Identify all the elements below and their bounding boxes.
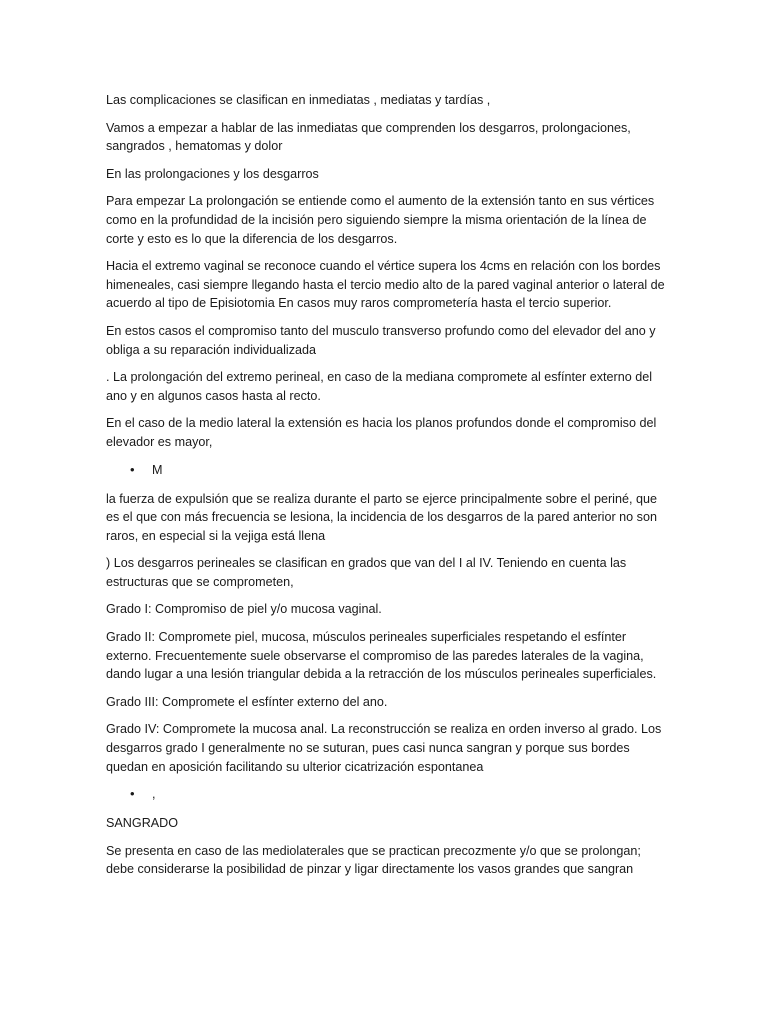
paragraph-perineal-extreme: . La prolongación del extremo perineal, en caso de la mediana compromete al esfínter externo del ano y en algunos casos hasta al recto. [106, 370, 653, 403]
paragraph-grade-2: Grado II: Compromete piel, mucosa, músculos perineales superficiales respetando el esfínter externo. Frecuentemente suele observarse el compromiso de las paredes laterales de la vagina, dando lugar a una lesión triangular debida a la retracción de los músculos perineales superficiales. [106, 630, 657, 682]
bullet-icon: • [130, 786, 135, 802]
paragraph-prolongation-definition: Para empezar La prolongación se entiende como el aumento de la extensión tanto en sus vértices como en la profundidad de la incisión pero siguiendo siempre la misma orientación de la línea de corte y esto es lo que la diferencia de los desgarros. [106, 194, 655, 246]
paragraph-vaginal-extreme: Hacia el extremo vaginal se reconoce cuando el vértice supera los 4cms en relación con los bordes himeneales, casi siempre llegando hasta el tercio medio alto de la pared vaginal anterior o lateral de acuerdo al tipo de Episiotomia En casos muy raros comprometería hasta el tercio superior. [106, 259, 665, 311]
paragraph-mediolateral: En el caso de la medio lateral la extensión es hacia los planos profundos donde el compromiso del elevador es mayor, [106, 416, 657, 449]
paragraph-expulsion-force: la fuerza de expulsión que se realiza durante el parto se ejerce principalmente sobre el periné, que es el que con más frecuencia se lesiona, la incidencia de los desgarros de la pared anterior no son raros, en especial si la vejiga está llena [106, 491, 657, 543]
paragraph-grade-4: Grado IV: Compromete la mucosa anal. La reconstrucción se realiza en orden inverso al grado. Los desgarros grado I generalmente no se suturan, pues casi nunca sangran y porque sus bordes quedan en aposición facilitando su ulterior cicatrización espontanea [106, 722, 662, 774]
bullet-text: , [152, 787, 156, 802]
paragraph-bleeding: Se presenta en caso de las mediolaterales que se practican precozmente y/o que se prolongan; debe considerarse la posibilidad de pinzar y ligar directamente los vasos grandes que sangran [106, 843, 641, 877]
paragraph-grade-3: Grado III: Compromete el esfínter externo del ano. [106, 694, 388, 709]
paragraph-muscle-compromise: En estos casos el compromiso tanto del musculo transverso profundo como del elevador del ano y obliga a su reparación individualizada [106, 323, 656, 357]
paragraph-prolongations-heading: En las prolongaciones y los desgarros [106, 166, 319, 181]
paragraph-immediate: Vamos a empezar a hablar de las inmediatas que comprenden los desgarros, prolongaciones, sangrados , hematomas y dolor [106, 120, 631, 154]
bullet-item-1 [106, 461, 666, 481]
bullet-item-2 [106, 785, 666, 805]
bullet-icon: • [130, 461, 135, 477]
section-heading-sangrado: SANGRADO [106, 816, 179, 831]
paragraph-grade-1: Grado I: Compromiso de piel y/o mucosa vaginal. [106, 602, 382, 617]
paragraph-complications-intro: Las complicaciones se clasifican en inmediatas , mediatas y tardías , [106, 93, 491, 107]
paragraph-tear-classification: ) Los desgarros perineales se clasifican en grados que van del I al IV. Teniendo en cuenta las estructuras que se comprometen, [106, 556, 627, 589]
document-body [106, 91, 666, 888]
bullet-text: M [152, 462, 163, 477]
